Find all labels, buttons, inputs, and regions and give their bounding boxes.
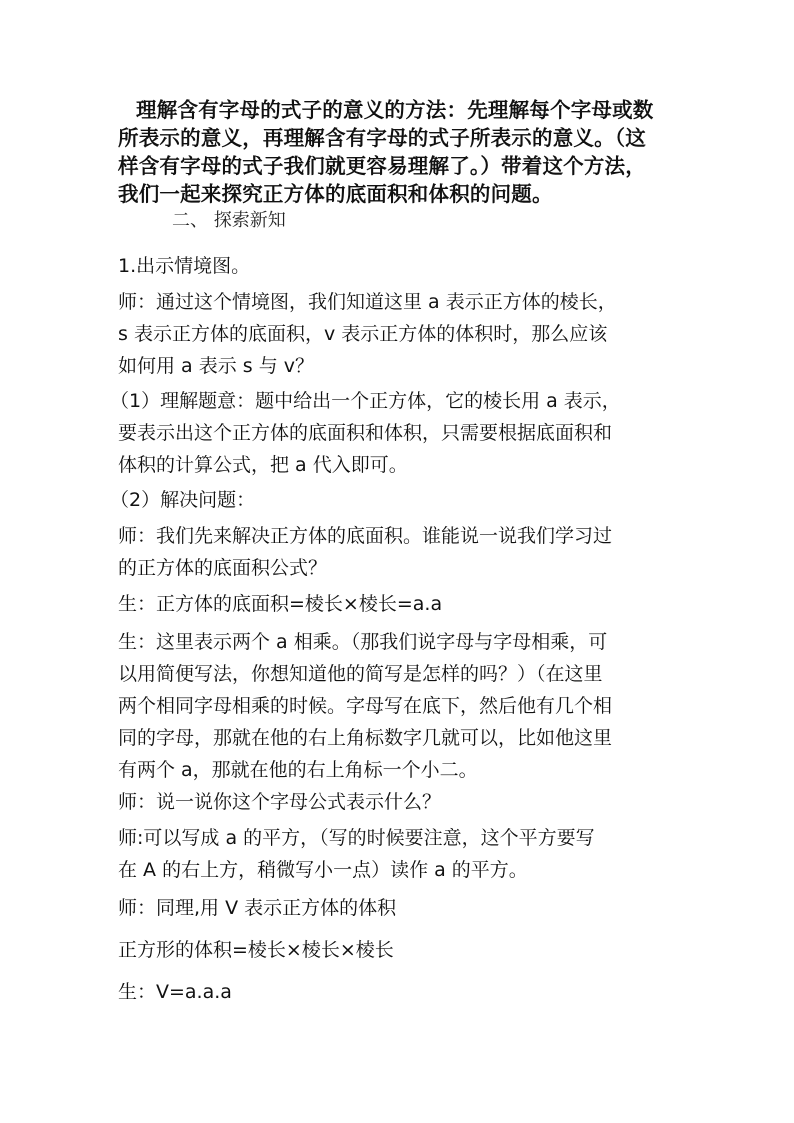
section-heading: 二、 探索新知 <box>172 210 286 231</box>
paragraph-line: 如何用 a 表示 s 与 v？ <box>118 355 314 377</box>
paragraph-line: 生：正方体的底面积=棱长×棱长=a.a <box>118 593 443 615</box>
paragraph-line: 两个相同字母相乘的时候。字母写在底下，然后他有几个相 <box>118 695 613 717</box>
paragraph-line: 师：通过这个情境图，我们知道这里 a 表示正方体的棱长， <box>118 291 617 313</box>
paragraph-teacher-square <box>118 822 688 886</box>
paragraph-line: s 表示正方体的底面积，v 表示正方体的体积时，那么应该 <box>118 323 608 345</box>
paragraph-teacher-ask <box>118 786 688 818</box>
paragraph-line: 有两个 a，那就在他的右上角标一个小二。 <box>118 759 478 781</box>
paragraph-line: 生：V=a.a.a <box>118 981 232 1003</box>
paragraph-line: 在 A 的右上方，稍微写小一点）读作 a 的平方。 <box>118 859 528 881</box>
paragraph-line: 生：这里表示两个 a 相乘。（那我们说字母与字母相乘，可 <box>118 631 608 653</box>
paragraph-line: 师：我们先来解决正方体的底面积。谁能说一说我们学习过 <box>118 525 613 547</box>
paragraph-line: 师：同理,用 V 表示正方体的体积 <box>118 897 397 919</box>
paragraph-student-volume <box>118 976 688 1008</box>
paragraph-line: 以用简便写法，你想知道他的简写是怎样的吗？）（在这里 <box>118 663 603 685</box>
paragraph-student-explain <box>118 626 688 786</box>
paragraph-line: 体积的计算公式，把 a 代入即可。 <box>118 454 408 476</box>
paragraph-line: 师：说一说你这个字母公式表示什么？ <box>118 791 442 813</box>
paragraph-line: 1.出示情境图。 <box>118 255 251 277</box>
paragraph-volume-formula <box>118 934 688 966</box>
paragraph-solve <box>110 484 688 516</box>
paragraph-line: 的正方体的底面积公式？ <box>118 557 328 579</box>
intro-line: 样含有字母的式子我们就更容易理解了。）带着这个方法， <box>118 154 646 178</box>
paragraph-teacher-volume <box>118 892 688 924</box>
paragraph-line: 同的字母，那就在他的右上角标数字几就可以，比如他这里 <box>118 727 613 749</box>
paragraph-line: （2）解决问题： <box>110 489 256 511</box>
paragraph-line: （1）理解题意：题中给出一个正方体，它的棱长用 a 表示， <box>110 390 621 412</box>
intro-line: 我们一起来探究正方体的底面积和体积的问题。 <box>118 182 553 206</box>
paragraph-understand <box>110 385 688 481</box>
paragraph-show-image <box>118 250 688 282</box>
intro-line: 所表示的意义，再理解含有字母的式子所表示的意义。（这 <box>118 126 646 150</box>
paragraph-line: 要表示出这个正方体的底面积和体积，只需要根据底面积和 <box>118 422 613 444</box>
paragraph-teacher-area <box>118 520 688 584</box>
intro-paragraph <box>118 96 688 208</box>
paragraph-line: 师:可以写成 a 的平方，（写的时候要注意，这个平方要写 <box>118 827 595 849</box>
intro-line: 理解含有字母的式子的意义的方法：先理解每个字母或数 <box>136 98 654 122</box>
paragraph-teacher-question <box>118 286 688 382</box>
paragraph-student-formula <box>118 588 688 620</box>
paragraph-line: 正方形的体积=棱长×棱长×棱长 <box>118 939 394 961</box>
